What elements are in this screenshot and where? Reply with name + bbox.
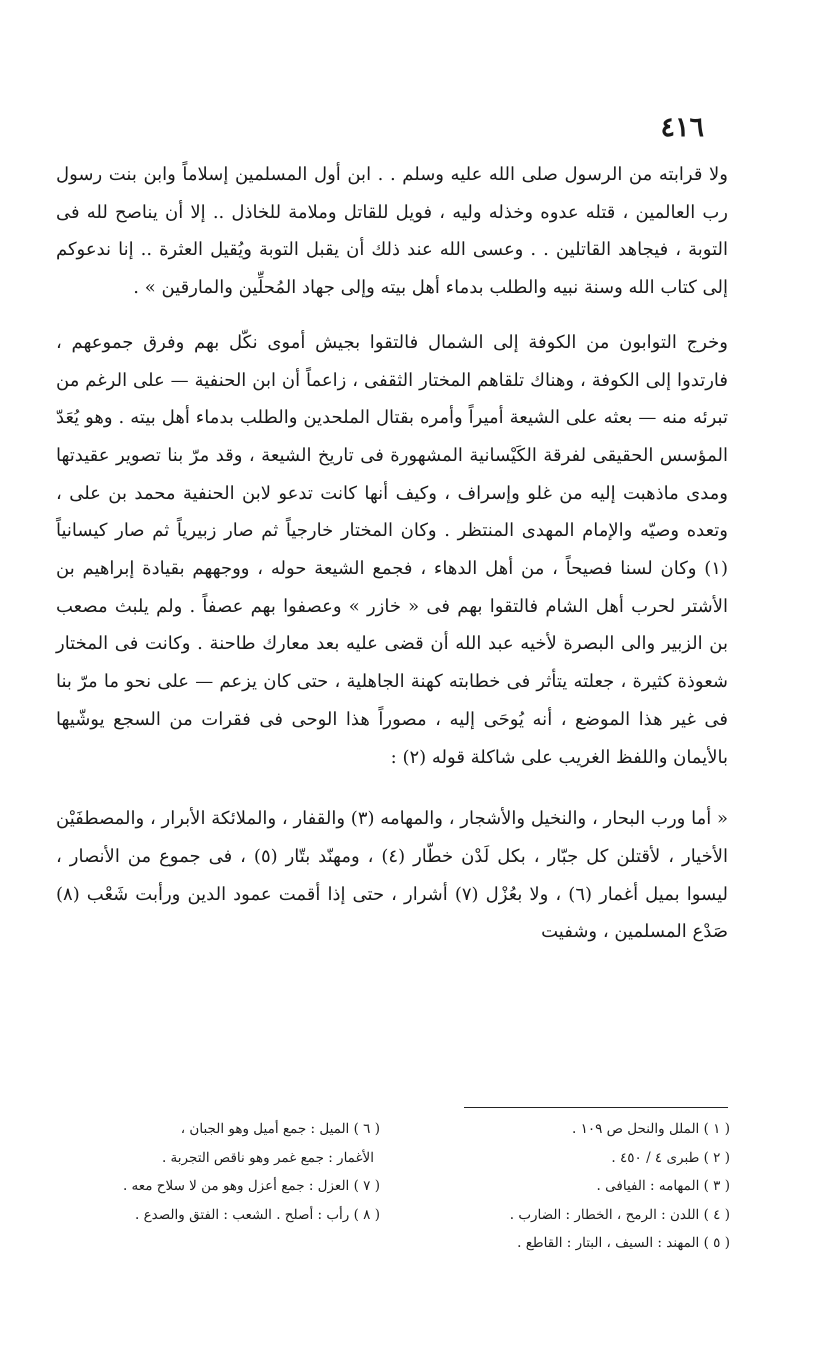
paragraph-mukhtar: وخرج التوابون من الكوفة إلى الشمال فالتقوا بجيش أموى نكّل بهم وفرق جموعهم ، فارتدوا إلى الكوفة ، وهناك تلقاهم المختار الثقفى ، زاعماً أن ابن الحنفية — على الرغم من تبرئه منه — بعثه على الشيعة أميراً وأمره بقتال الملحدين والطلب بدماء أهل بيته . وهو يُعَدّ المؤسس الحقيقى لفرقة الكَيْسانية المشهورة فى تاريخ الشيعة ، وقد مرّ بنا تصوير عقيدتها ومدى ماذهبت إليه من غلو وإسراف ، وكيف أنها كانت تدعو لابن الحنفية محمد بن على ، وتعده وصيّه والإمام المهدى المنتظر . وكان المختار خارجياً ثم صار زبيرياً ثم صار كيسانياً (١) وكان لسنا فصيحاً ، من أهل الدهاء ، فجمع الشيعة حوله ، ووجههم بقيادة إبراهيم بن الأشتر لحرب أهل الشام فالتقوا بهم فى « خازر » وعصفوا بهم عصفاً . ولم يلبث مصعب بن الزبير والى البصرة لأخيه عبد الله أن قضى عليه بعد معارك طاحنة . وكانت فى المختار شعوذة كثيرة ، جعلته يتأثر فى خطابته كهنة الجاهلية ، حتى كان يزعم — على نحو ما مرّ بنا فى غير هذا الموضع ، أنه يُوحَى إليه ، مصوراً هذا الوحى فى فقرات من السجع يوشّيها بالأيمان واللفظ الغريب على شاكلة قوله (٢) : [56, 331, 728, 768]
footnote-1: ( ١ ) الملل والنحل ص ١٠٩ . [572, 1121, 730, 1137]
footnote-8: ( ٨ ) رأب : أصلح . الشعب : الفتق والصدع . [135, 1206, 380, 1223]
footnote-5: ( ٥ ) المهند : السيف ، البتار : القاطع . [517, 1235, 730, 1251]
footnote-6-continued: الأغمار : جمع غمر وهو ناقص التجربة . [161, 1149, 374, 1166]
main-text [56, 156, 728, 951]
footnotes-column-left [60, 1115, 380, 1229]
footnote-7: ( ٧ ) العزل : جمع أعزل وهو من لا سلاح معه . [122, 1178, 380, 1194]
footnote-3: ( ٣ ) المهامه : الفيافى . [596, 1178, 730, 1194]
page-number: ٤١٦ [660, 112, 704, 143]
paragraph-saj-quote: « أما ورب البحار ، والنخيل والأشجار ، والمهامه (٣) والقفار ، والملائكة الأبرار ، والمصطفَيْن الأخيار ، لأقتلن كل جبّار ، بكل لَدْن خطّار (٤) ، ومهنّد بتّار (٥) ، فى جموع من الأنصار ، ليسوا بميل أغمار (٦) ، ولا بعُزْل (٧) أشرار ، حتى إذا أقمت عمود الدين ورأبت شَعْب (٨) صَدْع المسلمين ، وشفيت [56, 808, 729, 943]
footnotes-column-right [430, 1115, 730, 1258]
footnote-4: ( ٤ ) اللدن : الرمح ، الخطار : الضارب . [509, 1206, 730, 1223]
footnote-divider [464, 1107, 728, 1108]
footnote-2: ( ٢ ) طبرى ٤ / ٤٥٠ . [611, 1149, 730, 1166]
paragraph-quote-ending: ولا قرابته من الرسول صلى الله عليه وسلم . . ابن أول المسلمين إسلاماً وابن بنت رسول رب العالمين ، قتله عدوه وخذله وليه ، فويل للقاتل وملامة للخاذل .. إلا أن يناصح لله فى التوبة ، فيجاهد القاتلين . . وعسى الله عند ذلك أن يقبل التوبة ويُقيل العثرة .. إنا ندعوكم إلى كتاب الله وسنة نبيه والطلب بدماء أهل بيته وإلى جهاد المُحلِّين والمارقين » . [56, 164, 728, 299]
footnote-6: ( ٦ ) الميل : جمع أميل وهو الجبان ، [180, 1121, 380, 1137]
